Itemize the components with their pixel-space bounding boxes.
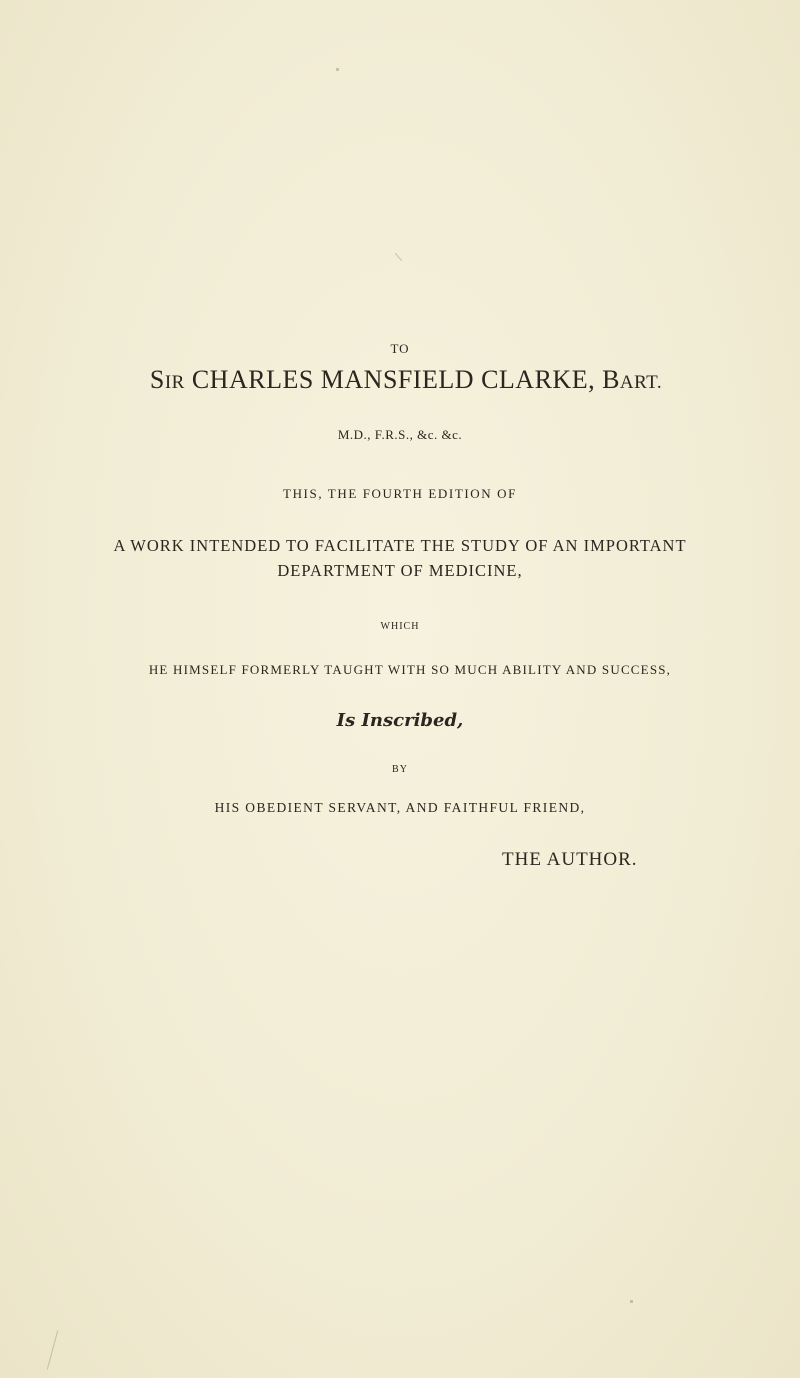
which-label: WHICH xyxy=(380,621,420,632)
credentials: M.D., F.R.S., &c. &c. xyxy=(337,427,463,442)
scan-speck xyxy=(630,1300,633,1303)
servant-line: HIS OBEDIENT SERVANT, AND FAITHFUL FRIEND, xyxy=(214,800,586,815)
by-label: BY xyxy=(392,764,408,775)
sir-rest: IR xyxy=(164,372,185,393)
work-line-1: A WORK INTENDED TO FACILITATE THE STUDY OF AN IMPORTANT xyxy=(113,536,687,555)
edition-line: THIS, THE FOURTH EDITION OF xyxy=(283,486,517,501)
inscribed-line: Is Inscribed, xyxy=(336,710,464,731)
scan-speck xyxy=(47,1331,58,1370)
scan-speck xyxy=(395,253,402,261)
bart-rest: ART. xyxy=(619,372,663,393)
to-label: TO xyxy=(390,341,410,356)
dedicatee-name xyxy=(6,365,800,395)
bart-initial: B xyxy=(602,365,620,394)
author-signature: THE AUTHOR. xyxy=(502,849,638,870)
scan-speck xyxy=(336,68,339,71)
full-name: CHARLES MANSFIELD CLARKE, xyxy=(191,365,596,394)
taught-line: HE HIMSELF FORMERLY TAUGHT WITH SO MUCH ABILITY AND SUCCESS, xyxy=(148,662,672,677)
work-line-2: DEPARTMENT OF MEDICINE, xyxy=(277,561,523,580)
sir-initial: S xyxy=(149,365,165,394)
